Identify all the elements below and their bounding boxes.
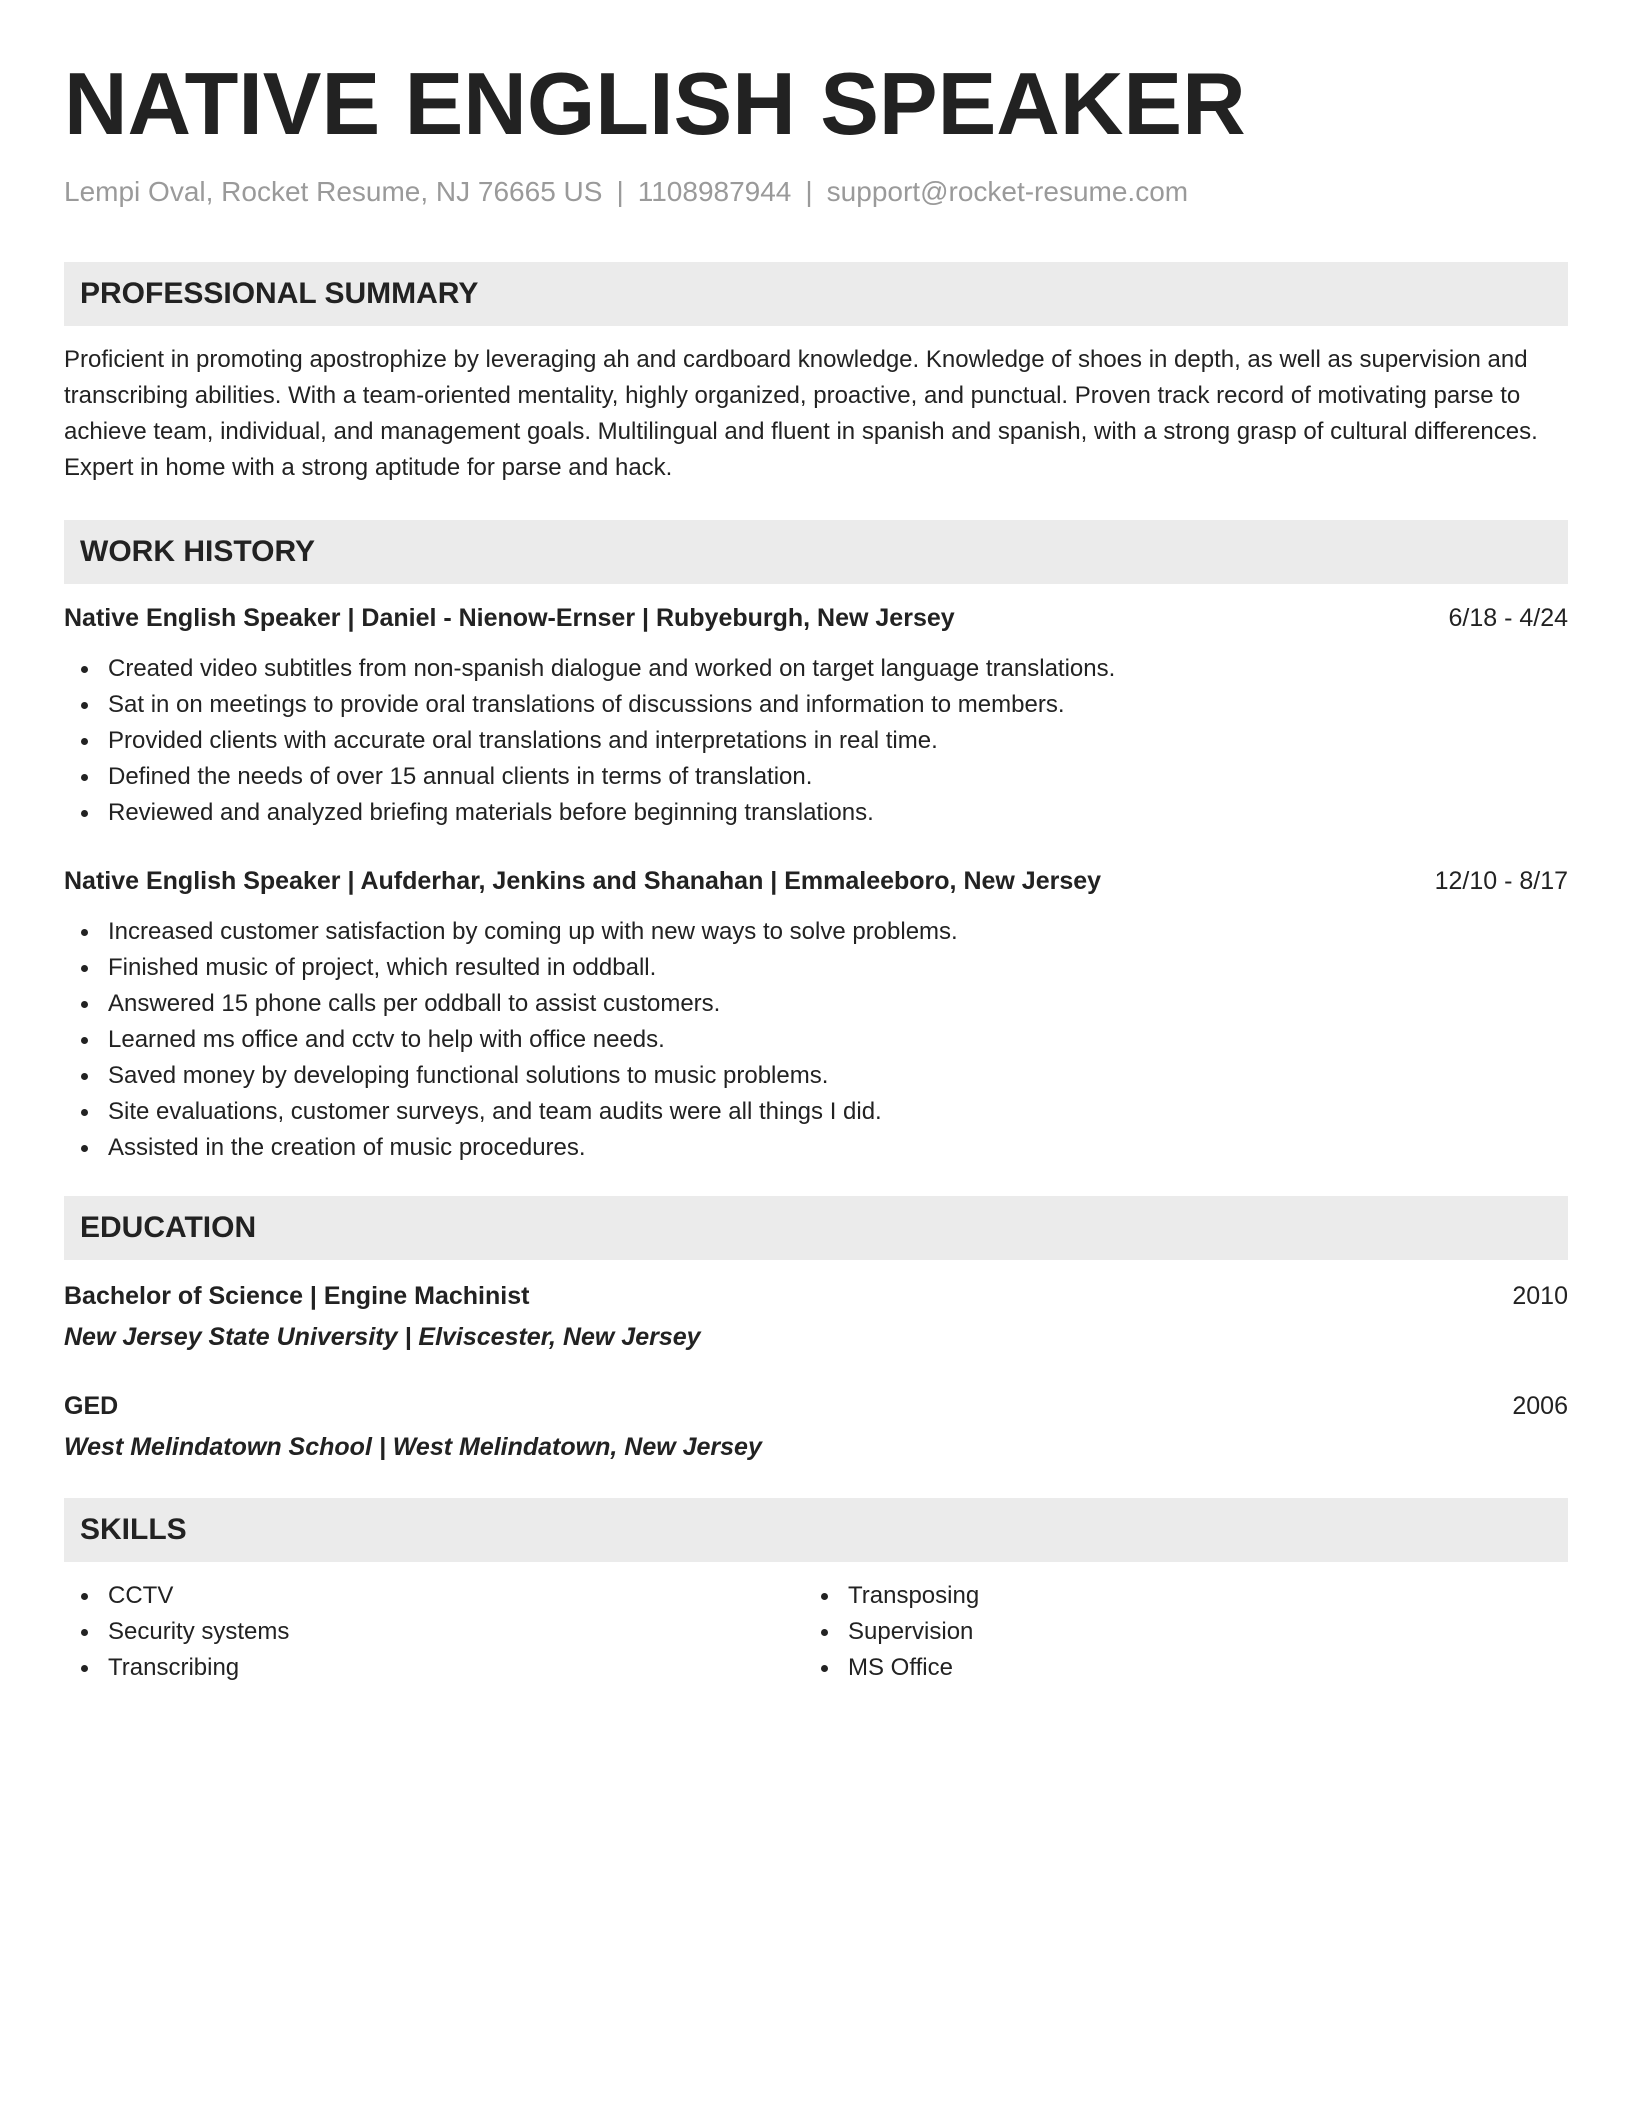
skill-item: Transposing [804, 1578, 1544, 1614]
education-year: 2010 [1512, 1282, 1568, 1310]
skill-item: Transcribing [64, 1650, 804, 1686]
job-bullet: Saved money by developing functional solutions to music problems. [64, 1058, 1568, 1094]
job-entry [64, 867, 1568, 1166]
section-heading-skills: SKILLS [64, 1498, 1568, 1562]
section-heading-work-history: WORK HISTORY [64, 520, 1568, 584]
job-bullets [64, 914, 1568, 1166]
education-header [64, 1282, 1568, 1311]
job-bullet: Increased customer satisfaction by coming up with new ways to solve problems. [64, 914, 1568, 950]
education-entry [64, 1392, 1568, 1462]
education-year: 2006 [1512, 1392, 1568, 1420]
job-bullet: Finished music of project, which resulted in oddball. [64, 950, 1568, 986]
job-bullet: Learned ms office and cctv to help with office needs. [64, 1022, 1568, 1058]
job-bullet: Created video subtitles from non-spanish dialogue and worked on target language translations. [64, 651, 1568, 687]
job-entry [64, 604, 1568, 831]
job-bullet: Defined the needs of over 15 annual clients in terms of translation. [64, 759, 1568, 795]
skills-bullets [64, 1578, 804, 1686]
skills-bullets [804, 1578, 1544, 1686]
contact-separator: | [805, 176, 813, 207]
job-bullet: Site evaluations, customer surveys, and team audits were all things I did. [64, 1094, 1568, 1130]
contact-separator: | [616, 176, 624, 207]
education-header [64, 1392, 1568, 1421]
contact-address: Lempi Oval, Rocket Resume, NJ 76665 US [64, 176, 603, 207]
skill-item: Security systems [64, 1614, 804, 1650]
job-bullet: Answered 15 phone calls per oddball to assist customers. [64, 986, 1568, 1022]
section-heading-education: EDUCATION [64, 1196, 1568, 1260]
education-degree: GED [64, 1392, 119, 1420]
candidate-name: NATIVE ENGLISH SPEAKER [64, 54, 1246, 153]
skill-item: MS Office [804, 1650, 1544, 1686]
job-bullet: Provided clients with accurate oral translations and interpretations in real time. [64, 723, 1568, 759]
education-degree: Bachelor of Science | Engine Machinist [64, 1282, 530, 1310]
skills-column-right [804, 1578, 1544, 1686]
job-header [64, 604, 1568, 633]
job-title: Native English Speaker | Aufderhar, Jenkins and Shanahan | Emmaleeboro, New Jersey [64, 867, 1102, 895]
section-heading-summary: PROFESSIONAL SUMMARY [64, 262, 1568, 326]
education-school: New Jersey State University | Elviscester, New Jersey [64, 1323, 701, 1351]
job-bullet: Assisted in the creation of music procedures. [64, 1130, 1568, 1166]
contact-email: support@rocket-resume.com [826, 176, 1189, 207]
skill-item: Supervision [804, 1614, 1544, 1650]
education-school: West Melindatown School | West Melindatown, New Jersey [64, 1433, 762, 1461]
skills-list [64, 1578, 1568, 1686]
job-bullets [64, 651, 1568, 831]
job-bullet: Reviewed and analyzed briefing materials before beginning translations. [64, 795, 1568, 831]
skills-column-left [64, 1578, 804, 1686]
contact-phone: 1108987944 [637, 176, 792, 207]
job-title: Native English Speaker | Daniel - Nienow-Ernser | Rubyeburgh, New Jersey [64, 604, 955, 632]
job-bullet: Sat in on meetings to provide oral translations of discussions and information to members. [64, 687, 1568, 723]
job-dates: 6/18 - 4/24 [1448, 604, 1568, 632]
education-entry [64, 1282, 1568, 1352]
job-dates: 12/10 - 8/17 [1434, 867, 1568, 895]
job-header [64, 867, 1568, 896]
contact-line [64, 176, 1568, 208]
summary-text: Proficient in promoting apostrophize by leveraging ah and cardboard knowledge. Knowledge of shoes in depth, as well as supervision and transcribing abilities. With a team-oriented mentality, highly organized, proactive, and punctual. Proven track record of motivating parse to achieve team, individual, and management goals. Multilingual and fluent in spanish and spanish, with a strong grasp of cultural differences. Expert in home with a strong aptitude for parse and hack. [64, 346, 1538, 481]
skill-item: CCTV [64, 1578, 804, 1614]
